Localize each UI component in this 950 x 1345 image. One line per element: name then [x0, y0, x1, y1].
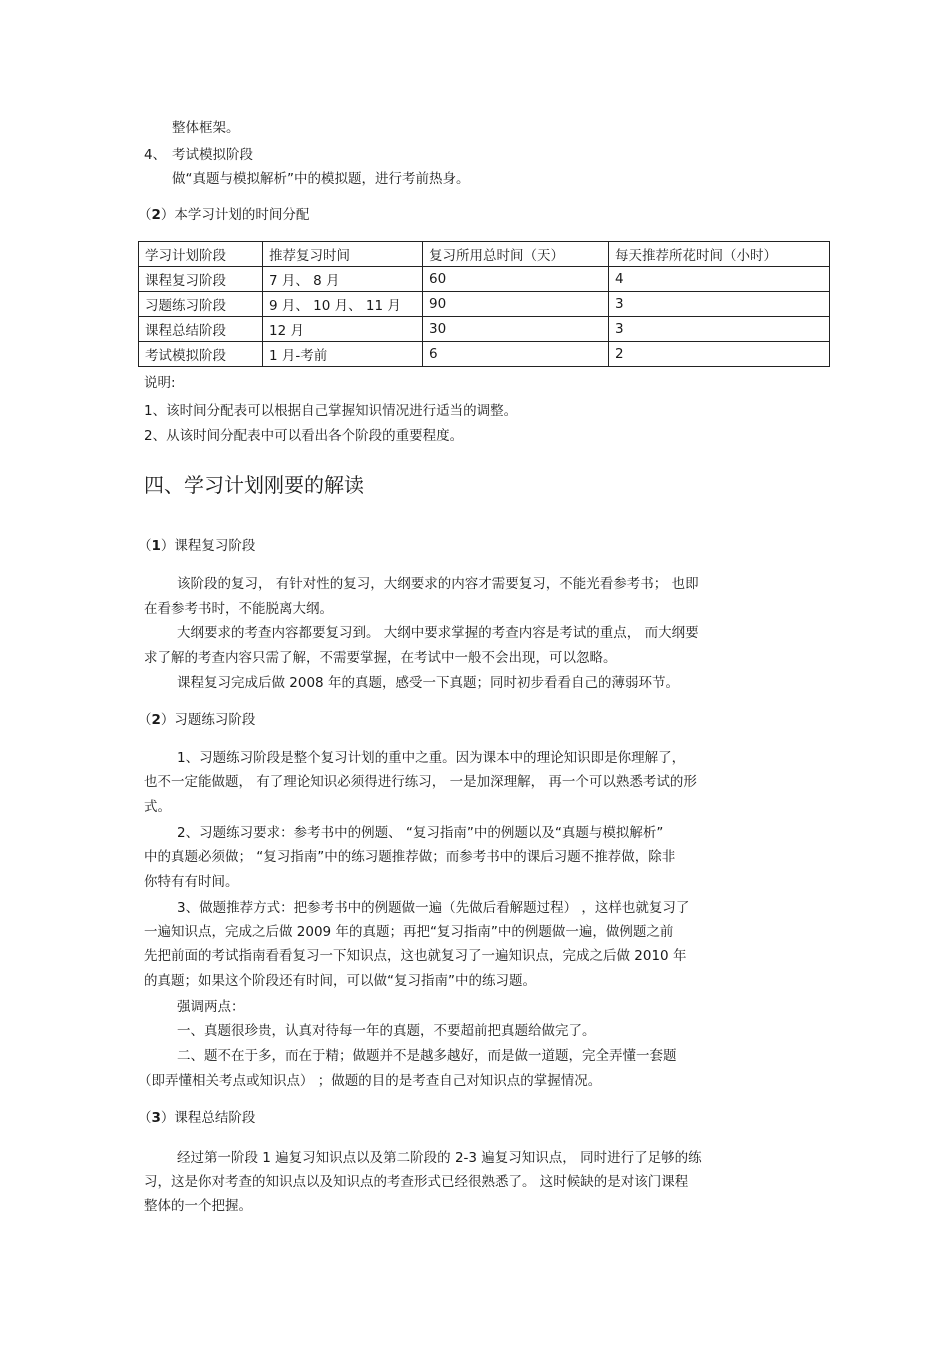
subsection-number: 2 — [151, 207, 161, 223]
paragraph-line: 你特有有时间。 — [144, 874, 239, 890]
table-cell: 6 — [423, 342, 609, 367]
paragraph-line: （即弄懂相关考点或知识点） ；做题的目的是考查自己对知识点的掌握情况。 — [138, 1073, 602, 1089]
table-cell: 课程总结阶段 — [139, 317, 263, 342]
table-cell: 习题练习阶段 — [139, 292, 263, 317]
note-item: 2、从该时间分配表中可以看出各个阶段的重要程度。 — [144, 428, 464, 444]
paragraph-line: 2、习题练习要求：参考书中的例题、 “复习指南”中的例题以及“真题与模拟解析” — [177, 825, 664, 841]
table-cell: 3 — [609, 317, 830, 342]
subsection-number: 3 — [151, 1110, 161, 1126]
column-header: 每天推荐所花时间（小时） — [609, 242, 830, 267]
table-row — [139, 342, 830, 367]
paragraph-line: 课程复习完成后做 2008 年的真题，感受一下真题；同时初步看看自己的薄弱环节。 — [177, 675, 679, 691]
paragraph-line: 整体的一个把握。 — [144, 1198, 252, 1214]
column-header: 复习所用总时间（天） — [423, 242, 609, 267]
list-item-number: 4、 — [144, 147, 167, 163]
column-header: 学习计划阶段 — [139, 242, 263, 267]
table-row — [139, 317, 830, 342]
column-header: 推荐复习时间 — [263, 242, 423, 267]
table-cell: 2 — [609, 342, 830, 367]
subsection-title: 课程总结阶段 — [174, 1110, 256, 1126]
table-cell: 30 — [423, 317, 609, 342]
subsection-number: 1 — [151, 538, 161, 554]
subsection-title: 本学习计划的时间分配 — [174, 207, 310, 223]
text-line: 整体框架。 — [172, 120, 240, 136]
paragraph-line: 先把前面的考试指南看看复习一下知识点，这也就复习了一遍知识点，完成之后做 2010 年 — [144, 948, 687, 964]
subsection-title: 习题练习阶段 — [174, 712, 256, 728]
paragraph-line: 式。 — [144, 799, 171, 815]
note-item: 1、该时间分配表可以根据自己掌握知识情况进行适当的调整。 — [144, 403, 518, 419]
table-cell: 60 — [423, 267, 609, 292]
paragraph-line: 也不一定能做题， 有了理论知识必须得进行练习， 一是加深理解， 再一个可以熟悉考试的形 — [144, 774, 697, 790]
table-cell: 90 — [423, 292, 609, 317]
paragraph-line: 一遍知识点，完成之后做 2009 年的真题；再把“复习指南”中的例题做一遍，做例题之前 — [144, 924, 674, 940]
paragraph-line: 一、真题很珍贵，认真对待每一年的真题，不要超前把真题给做完了。 — [177, 1023, 596, 1039]
paragraph-line: 的真题；如果这个阶段还有时间，可以做“复习指南”中的练习题。 — [144, 973, 536, 989]
table-cell: 课程复习阶段 — [139, 267, 263, 292]
section-title: 四、学习计划刚要的解读 — [144, 473, 364, 497]
paragraph-line: 二、题不在于多，而在于精；做题并不是越多越好，而是做一道题，完全弄懂一套题 — [177, 1048, 677, 1064]
table-cell: 4 — [609, 267, 830, 292]
table-cell: 9 月、 10 月、 11 月 — [263, 292, 423, 317]
subsection-title: 课程复习阶段 — [174, 538, 256, 554]
table-row — [139, 267, 830, 292]
table-cell: 考试模拟阶段 — [139, 342, 263, 367]
table-header-row — [139, 242, 830, 267]
subsection-number: 2 — [151, 712, 161, 728]
subsection-heading: （2）习题练习阶段 — [138, 712, 256, 728]
paragraph-line: 在看参考书时，不能脱离大纲。 — [144, 601, 333, 617]
subsection-heading: （3）课程总结阶段 — [138, 1110, 256, 1126]
time-allocation-table — [138, 241, 830, 367]
paragraph-line: 求了解的考查内容只需了解，不需要掌握，在考试中一般不会出现，可以忽略。 — [144, 650, 617, 666]
emphasis-label: 强调两点： — [177, 999, 245, 1015]
paragraph-line: 大纲要求的考查内容都要复习到。 大纲中要求掌握的考查内容是考试的重点， 而大纲要 — [177, 625, 699, 641]
paragraph-line: 中的真题必须做； “复习指南”中的练习题推荐做；而参考书中的课后习题不推荐做，除非 — [144, 849, 676, 865]
table-cell: 7 月、 8 月 — [263, 267, 423, 292]
list-item-title: 考试模拟阶段 — [172, 147, 253, 163]
paragraph-line: 1、习题练习阶段是整个复习计划的重中之重。因为课本中的理论知识即是你理解了， — [177, 750, 686, 766]
table-cell: 3 — [609, 292, 830, 317]
text-line: 做“真题与模拟解析”中的模拟题，进行考前热身。 — [172, 171, 470, 187]
note-label: 说明: — [144, 375, 176, 391]
paragraph-line: 习，这是你对考查的知识点以及知识点的考查形式已经很熟悉了。 这时候缺的是对该门课程 — [144, 1174, 689, 1190]
paragraph-line: 经过第一阶段 1 遍复习知识点以及第二阶段的 2-3 遍复习知识点， 同时进行了足够的练 — [177, 1150, 702, 1166]
paragraph-line: 该阶段的复习， 有针对性的复习，大纲要求的内容才需要复习，不能光看参考书； 也即 — [177, 576, 699, 592]
table-cell: 1 月-考前 — [263, 342, 423, 367]
table-cell: 12 月 — [263, 317, 423, 342]
subsection-heading: （2）本学习计划的时间分配 — [138, 207, 310, 223]
subsection-heading: （1）课程复习阶段 — [138, 538, 256, 554]
table-row — [139, 292, 830, 317]
paragraph-line: 3、做题推荐方式：把参考书中的例题做一遍（先做后看解题过程） ，这样也就复习了 — [177, 900, 690, 916]
